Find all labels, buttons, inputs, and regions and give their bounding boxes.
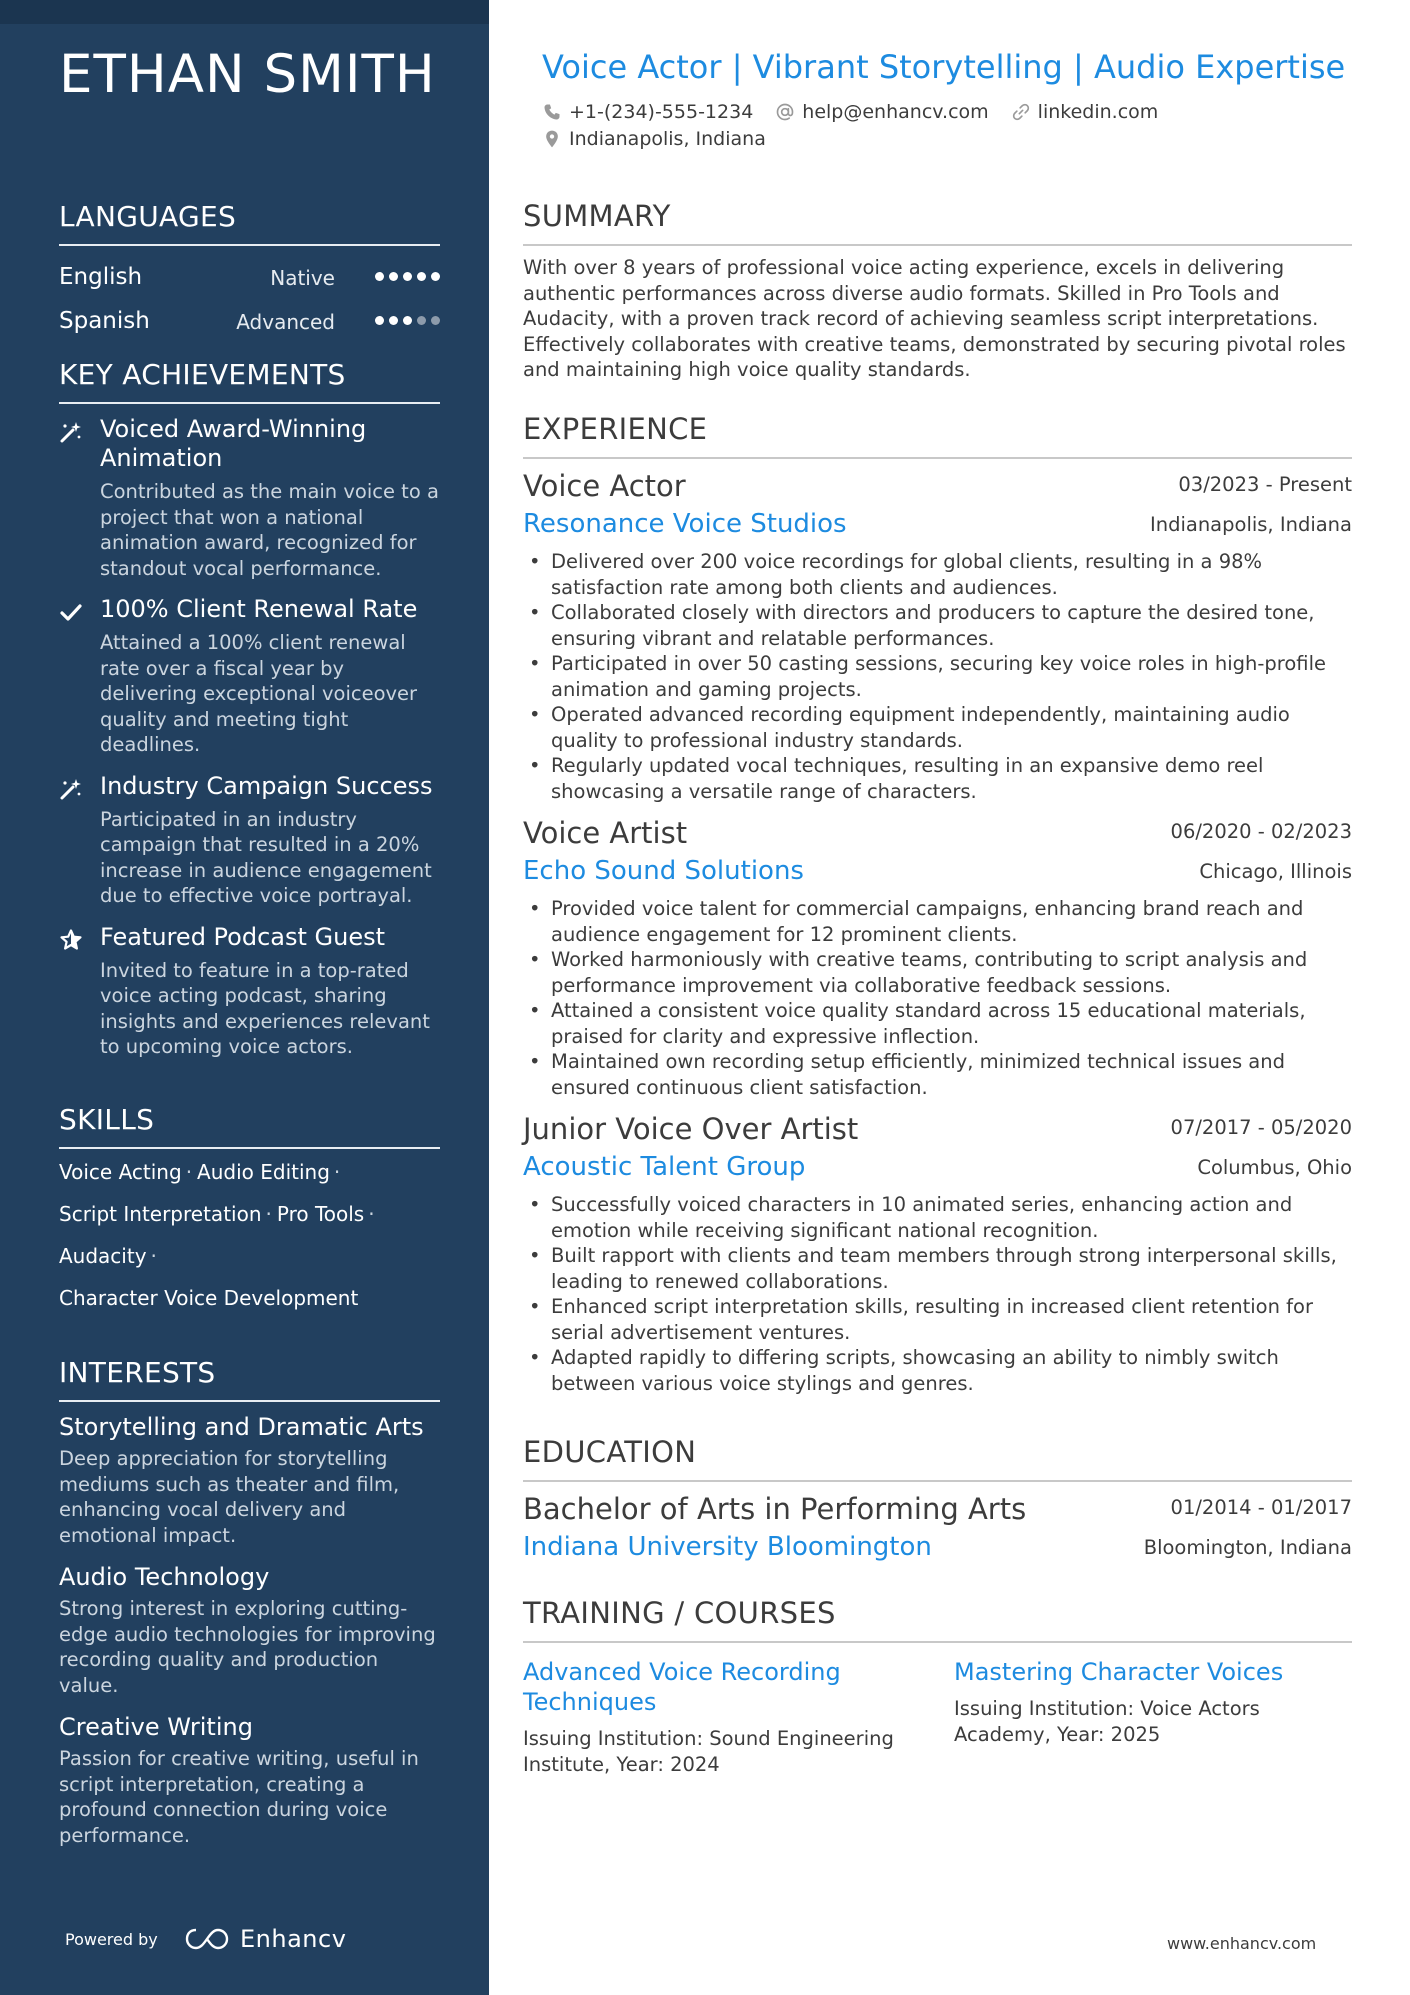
experience-section [523, 412, 1352, 1396]
achievement-desc: Invited to feature in a top-rated voice acting podcast, sharing insights and experiences relevant to upcoming voice actors. [100, 958, 430, 1058]
job-bullets [523, 1192, 1352, 1396]
achievement-item [59, 772, 440, 909]
job-bullet: • Provided voice talent for commercial campaigns, enhancing brand reach and audience engagement for 12 prominent clients. [523, 896, 1352, 947]
email-contact[interactable] [775, 101, 988, 123]
course-item [523, 1657, 913, 1777]
at-sign-icon [775, 102, 795, 122]
location-row [542, 128, 788, 150]
interest-item [59, 1562, 440, 1698]
job-bullet: • Collaborated closely with directors and producers to capture the desired tone, ensuring vibrant and relatable performances. [523, 600, 1352, 651]
enhancv-wordmark: Enhancv [240, 1925, 347, 1953]
job-bullet: • Worked harmoniously with creative teams, contributing to script analysis and performance improvement via collaborative feedback sessions. [523, 947, 1352, 998]
job-bullet: • Regularly updated vocal techniques, resulting in an expansive demo reel showcasing a versatile range of characters. [523, 753, 1352, 804]
rating-dot-filled [389, 272, 398, 281]
rating-dot-empty [431, 316, 440, 325]
job-dates: 03/2023 - Present [1178, 473, 1352, 496]
interest-desc: Deep appreciation for storytelling mediums such as theater and film, enhancing vocal delivery and emotional impact. [59, 1447, 400, 1547]
phone-icon [542, 102, 562, 122]
job-entry [523, 1112, 1352, 1396]
job-title: Voice Actor [523, 469, 686, 503]
interest-desc: Strong interest in exploring cutting-edge audio technologies for improving recording quality and production value. [59, 1597, 436, 1697]
job-title: Voice Artist [523, 816, 688, 850]
interests-section [59, 1356, 440, 1848]
education-location: Bloomington, Indiana [1143, 1536, 1352, 1559]
enhancv-logo[interactable] [184, 1925, 346, 1953]
course-desc: Issuing Institution: Voice Actors Academy, Year: 2025 [954, 1697, 1260, 1746]
skills-line [59, 1235, 440, 1277]
achievement-item [59, 415, 440, 581]
job-entry [523, 816, 1352, 1100]
checkmark-icon [59, 600, 83, 624]
skill-separator: · [265, 1202, 272, 1226]
email-text: help@enhancv.com [802, 101, 989, 123]
achievements-section [59, 358, 440, 1060]
interests-heading: INTERESTS [59, 1356, 440, 1402]
skills-line [59, 1277, 440, 1319]
rating-dot-filled [403, 316, 412, 325]
website-contact[interactable] [1011, 101, 1159, 123]
interest-title: Creative Writing [59, 1713, 253, 1741]
job-company[interactable]: Acoustic Talent Group [523, 1152, 806, 1182]
education-section [523, 1435, 1352, 1568]
job-dates: 07/2017 - 05/2020 [1170, 1116, 1352, 1139]
languages-heading: LANGUAGES [59, 200, 440, 246]
courses-grid [523, 1657, 1352, 1807]
interest-desc: Passion for creative writing, useful in script interpretation, creating a profound connection during voice performance. [59, 1747, 419, 1847]
achievement-title: 100% Client Renewal Rate [100, 595, 418, 623]
skill-item: Audio Editing [197, 1160, 330, 1184]
location-contact [542, 128, 766, 150]
job-bullet: • Participated in over 50 casting sessions, securing key voice roles in high-profile animation and gaming projects. [523, 651, 1352, 702]
achievements-heading: KEY ACHIEVEMENTS [59, 358, 440, 404]
achievement-title: Industry Campaign Success [100, 771, 433, 800]
job-dates: 06/2020 - 02/2023 [1170, 820, 1352, 843]
skills-list [59, 1151, 440, 1319]
magic-wand-icon [59, 420, 83, 444]
course-item [954, 1657, 1344, 1747]
skills-line [59, 1151, 440, 1193]
skill-separator: · [368, 1202, 375, 1226]
job-bullet: • Adapted rapidly to differing scripts, showcasing an ability to nimbly switch between various voice stylings and genres. [523, 1345, 1352, 1396]
interest-item [59, 1712, 440, 1848]
interest-title: Audio Technology [59, 1563, 270, 1591]
phone-contact[interactable] [542, 101, 753, 123]
course-title[interactable]: Advanced Voice Recording Techniques [523, 1658, 841, 1716]
skill-item: Audacity [59, 1244, 147, 1268]
skill-item: Pro Tools [276, 1202, 365, 1226]
language-item [59, 296, 440, 340]
job-bullet: • Built rapport with clients and team members through strong interpersonal skills, leading to renewed collaborations. [523, 1243, 1352, 1294]
language-name: English [59, 264, 143, 290]
candidate-name: ETHAN SMITH [59, 44, 436, 105]
magic-wand-icon [59, 777, 83, 801]
course-title[interactable]: Mastering Character Voices [954, 1658, 1284, 1686]
job-bullet: • Delivered over 200 voice recordings for global clients, resulting in a 98% satisfaction rate among both clients and audiences. [523, 549, 1352, 600]
training-heading: TRAINING / COURSES [523, 1596, 1352, 1643]
achievement-title: Featured Podcast Guest [100, 922, 386, 951]
skills-heading: SKILLS [59, 1103, 440, 1149]
education-entry [523, 1492, 1352, 1568]
education-heading: EDUCATION [523, 1435, 1352, 1482]
skill-separator: · [333, 1160, 341, 1184]
website-text: linkedin.com [1037, 101, 1159, 123]
sidebar [0, 0, 489, 1995]
job-title: Junior Voice Over Artist [523, 1112, 859, 1146]
contact-row [542, 101, 1180, 123]
enhancv-logo-icon [184, 1926, 230, 1952]
rating-dot-empty [417, 316, 426, 325]
summary-heading: SUMMARY [523, 199, 1352, 246]
skill-item: Script Interpretation [59, 1202, 262, 1226]
education-dates: 01/2014 - 01/2017 [1170, 1496, 1352, 1519]
language-level: Native [270, 266, 335, 290]
job-bullet: • Enhanced script interpretation skills, resulting in increased client retention for serial advertisement ventures. [523, 1294, 1352, 1345]
sidebar-top-strip [0, 0, 489, 24]
summary-text: With over 8 years of professional voice acting experience, excels in delivering authentic performances across diverse audio formats. Skilled in Pro Tools and Audacity, with a proven track record of achieving seamless script interpretations. Effectively collaborates with creative teams, demonstrated by securing pivotal roles and maintaining high voice quality standards. [523, 256, 1346, 381]
phone-text: +1-(234)-555-1234 [569, 101, 754, 123]
training-section [523, 1596, 1352, 1807]
location-text: Indianapolis, Indiana [569, 128, 766, 150]
rating-dot-filled [403, 272, 412, 281]
language-name: Spanish [59, 308, 150, 334]
rating-dot-filled [431, 272, 440, 281]
skills-section [59, 1103, 440, 1319]
experience-heading: EXPERIENCE [523, 412, 1352, 459]
rating-dot-filled [375, 272, 384, 281]
summary-section [523, 199, 1352, 383]
skill-item: Character Voice Development [59, 1286, 359, 1310]
job-location: Columbus, Ohio [1197, 1156, 1352, 1179]
language-level: Advanced [236, 310, 335, 334]
job-bullet: • Operated advanced recording equipment independently, maintaining audio quality to professional industry standards. [523, 702, 1352, 753]
achievement-title: Voiced Award-Winning Animation [100, 415, 367, 472]
skill-separator: · [185, 1160, 193, 1184]
location-pin-icon [542, 129, 562, 149]
language-item [59, 252, 440, 296]
job-location: Indianapolis, Indiana [1149, 513, 1352, 536]
job-bullet: • Maintained own recording setup efficiently, minimized technical issues and ensured continuous client satisfaction. [523, 1049, 1352, 1100]
job-company[interactable]: Echo Sound Solutions [523, 856, 804, 886]
job-bullets [523, 896, 1352, 1100]
achievement-item [59, 923, 440, 1060]
interest-item [59, 1412, 440, 1548]
achievement-desc: Attained a 100% client renewal rate over a fiscal year by delivering exceptional voiceover quality and meeting tight deadlines. [100, 631, 418, 756]
interest-title: Storytelling and Dramatic Arts [59, 1413, 424, 1441]
school-name[interactable]: Indiana University Bloomington [523, 1532, 932, 1562]
job-entry [523, 469, 1352, 804]
language-rating [375, 272, 440, 281]
skill-item: Voice Acting [59, 1160, 182, 1184]
job-bullets [523, 549, 1352, 804]
rating-dot-filled [389, 316, 398, 325]
skill-separator: · [150, 1244, 157, 1268]
job-bullet: • Attained a consistent voice quality standard across 15 educational materials, praised for clarity and expressive inflection. [523, 998, 1352, 1049]
skills-line [59, 1193, 440, 1235]
degree-title: Bachelor of Arts in Performing Arts [523, 1492, 1027, 1526]
rating-dot-filled [417, 272, 426, 281]
headline-title: Voice Actor | Vibrant Storytelling | Audio Expertise [542, 48, 1346, 86]
job-location: Chicago, Illinois [1199, 860, 1352, 883]
star-icon [59, 928, 83, 952]
link-icon [1011, 102, 1031, 122]
achievement-desc: Contributed as the main voice to a project that won a national animation award, recognized for standout vocal performance. [100, 480, 439, 580]
language-rating [375, 316, 440, 325]
course-desc: Issuing Institution: Sound Engineering Institute, Year: 2024 [523, 1727, 894, 1776]
footer-url[interactable]: www.enhancv.com [1167, 1934, 1317, 1953]
powered-by-label: Powered by [65, 1930, 158, 1949]
achievement-desc: Participated in an industry campaign that resulted in a 20% increase in audience engagement due to effective voice portrayal. [100, 807, 432, 907]
achievement-item [59, 595, 440, 758]
languages-section [59, 200, 440, 340]
job-company[interactable]: Resonance Voice Studios [523, 509, 847, 539]
rating-dot-filled [375, 316, 384, 325]
job-bullet: • Successfully voiced characters in 10 animated series, enhancing action and emotion while receiving significant national recognition. [523, 1192, 1352, 1243]
